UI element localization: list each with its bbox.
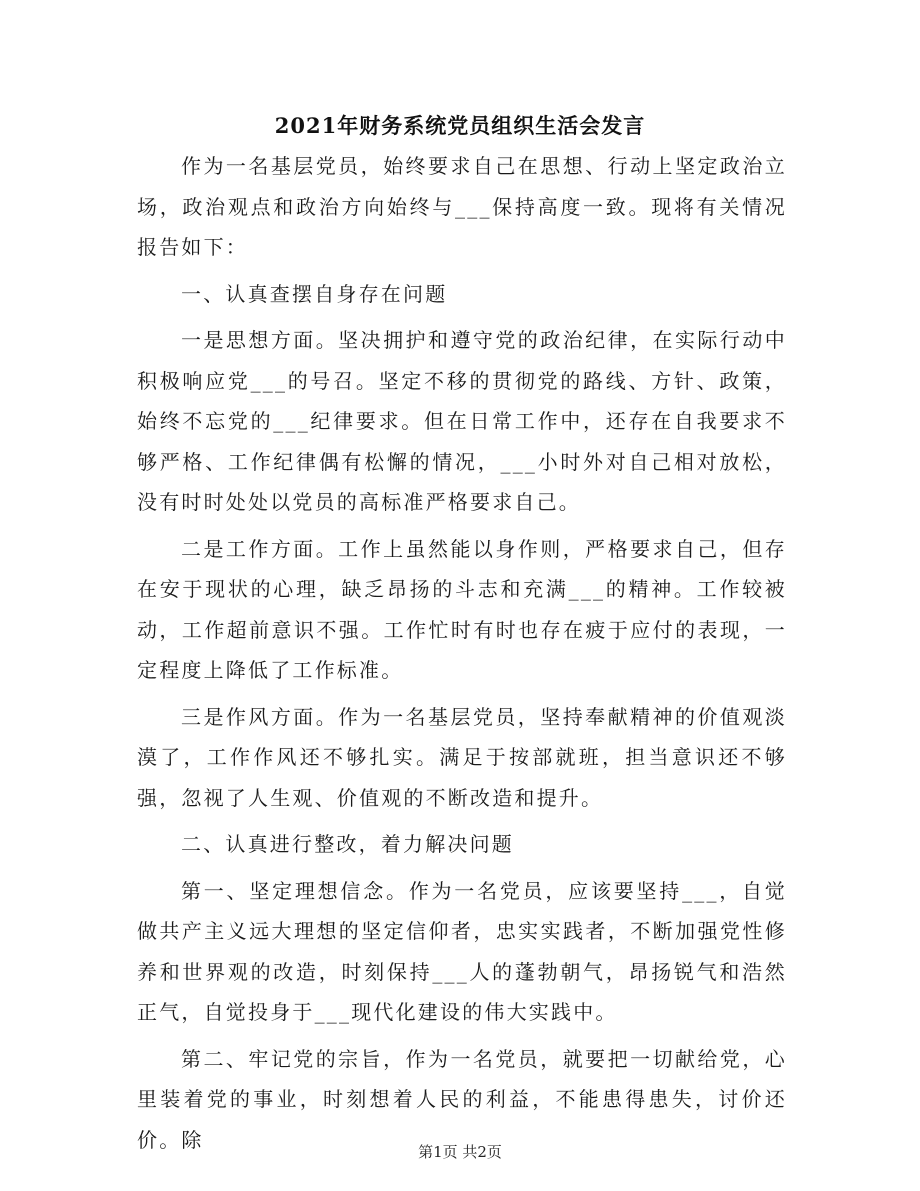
paragraph-ideals: 第一、坚定理想信念。作为一名党员，应该要坚持___，自觉做共产主义远大理想的坚定信仰者，忠实实践者，不断加强党性修养和世界观的改造，时刻保持___人的蓬勃朝气，昂扬锐气和浩然正气，自觉投身于___现代化建设的伟大实践中。 [137, 878, 787, 1024]
paragraph-thought: 一是思想方面。坚决拥护和遵守党的政治纪律，在实际行动中积极响应党___的号召。坚定不移的贯彻党的路线、方针、政策，始终不忘党的___纪律要求。但在日常工作中，还存在自我要求不够严格、工作纪律偶有松懈的情况，___小时外对自己相对放松，没有时时处处以党员的高标准严格要求自己。 [137, 328, 787, 514]
paragraph-purpose: 第二、牢记党的宗旨，作为一名党员，就要把一切献给党，心里装着党的事业，时刻想着人民的利益，不能患得患失，讨价还价。除 [137, 1046, 787, 1152]
section-heading-1: 一、认真查摆自身存在问题 [181, 281, 448, 306]
document-body [137, 146, 787, 1166]
paragraph-style: 三是作风方面。作为一名基层党员，坚持奉献精神的价值观淡漠了，工作作风还不够扎实。满足于按部就班，担当意识还不够强，忽视了人生观、价值观的不断改造和提升。 [137, 704, 787, 810]
paragraph-work: 二是工作方面。工作上虽然能以身作则，严格要求自己，但存在安于现状的心理，缺乏昂扬的斗志和充满___的精神。工作较被动，工作超前意识不强。工作忙时有时也存在疲于应付的表现，一定程度上降低了工作标准。 [137, 536, 787, 682]
document-title: 2021年财务系统党员组织生活会发言 [274, 113, 646, 138]
section-heading-2: 二、认真进行整改，着力解决问题 [181, 832, 514, 856]
page-number: 第1页 共2页 [418, 1143, 502, 1161]
paragraph-intro: 作为一名基层党员，始终要求自己在思想、行动上坚定政治立场，政治观点和政治方向始终与___保持高度一致。现将有关情况报告如下： [137, 154, 787, 259]
